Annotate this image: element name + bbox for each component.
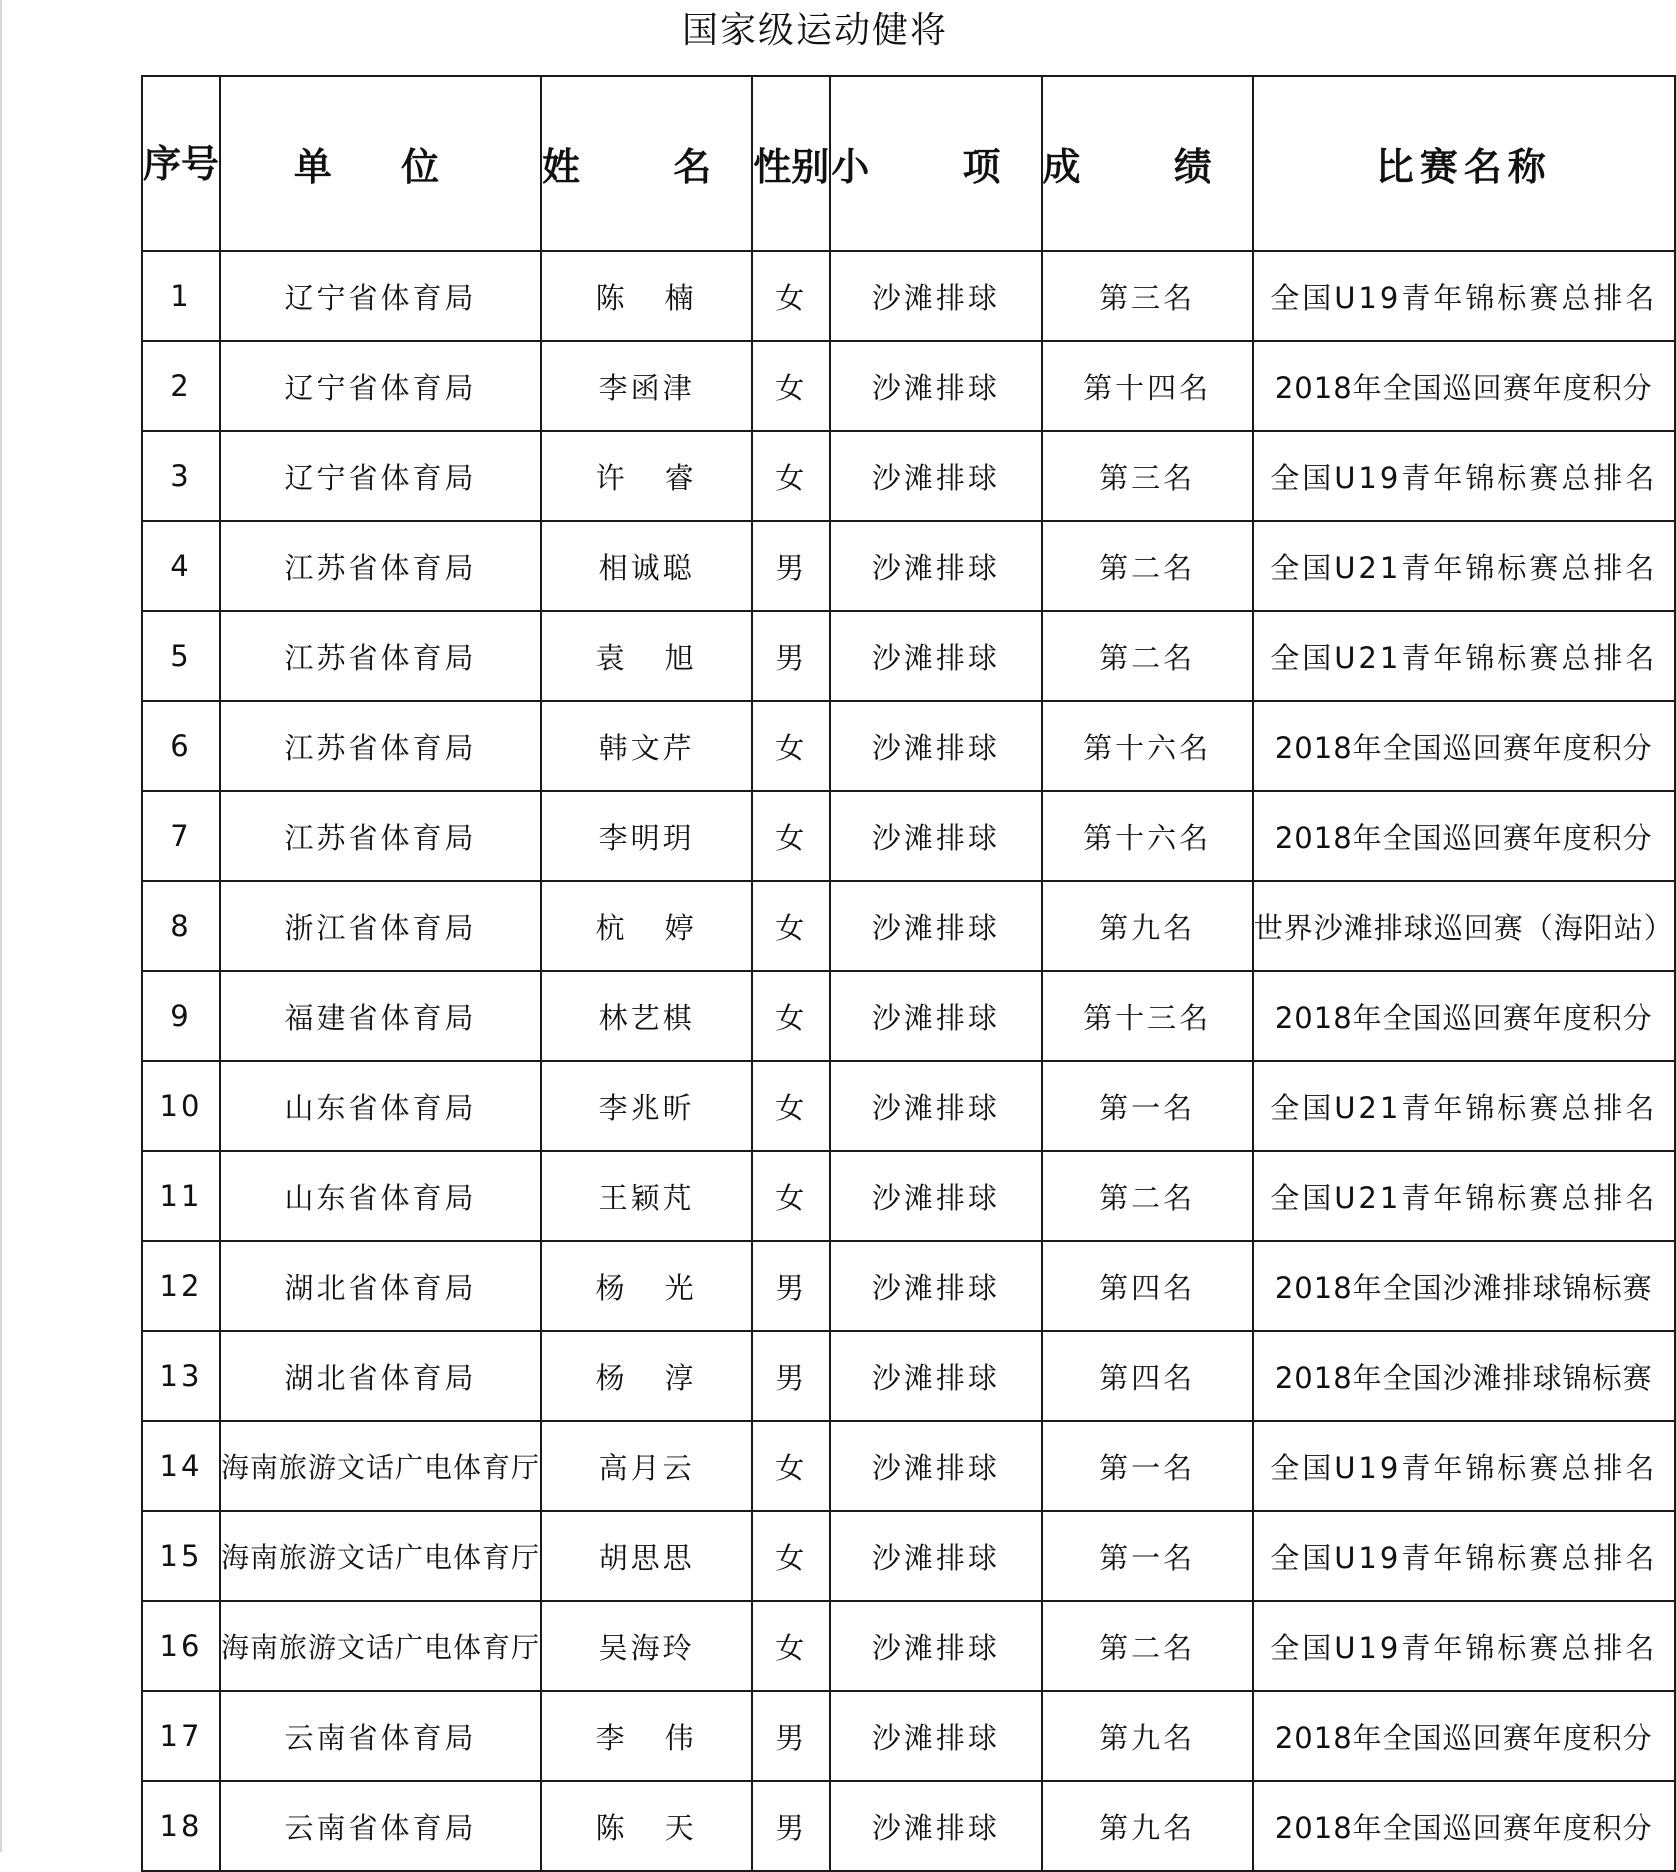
cell-result: 第二名 [1042,1601,1253,1691]
cell-event: 沙滩排球 [830,251,1041,341]
cell-event: 沙滩排球 [830,341,1041,431]
cell-unit: 江苏省体育局 [220,791,541,881]
cell-unit: 辽宁省体育局 [220,251,541,341]
cell-seq: 7 [142,791,220,881]
cell-name: 王颖芃 [541,1151,752,1241]
table-row [142,791,1675,881]
cell-unit: 湖北省体育局 [220,1331,541,1421]
cell-result: 第二名 [1042,521,1253,611]
cell-gender: 女 [752,701,830,791]
cell-seq: 4 [142,521,220,611]
table-row [142,1781,1675,1871]
table-row [142,251,1675,341]
cell-name: 许睿 [541,431,752,521]
header-name: 姓 名 [541,76,752,251]
cell-match: 全国U19青年锦标赛总排名 [1253,1511,1675,1601]
cell-seq: 11 [142,1151,220,1241]
cell-unit: 山东省体育局 [220,1151,541,1241]
cell-match: 全国U21青年锦标赛总排名 [1253,1061,1675,1151]
cell-event: 沙滩排球 [830,881,1041,971]
cell-gender: 男 [752,1691,830,1781]
cell-name: 杨淳 [541,1331,752,1421]
cell-name: 韩文芹 [541,701,752,791]
table-row [142,1691,1675,1781]
cell-gender: 女 [752,251,830,341]
cell-seq: 1 [142,251,220,341]
cell-result: 第三名 [1042,251,1253,341]
cell-gender: 女 [752,341,830,431]
cell-result: 第十六名 [1042,701,1253,791]
cell-unit: 江苏省体育局 [220,701,541,791]
cell-name: 陈天 [541,1781,752,1871]
cell-result: 第十四名 [1042,341,1253,431]
cell-unit: 湖北省体育局 [220,1241,541,1331]
cell-unit: 云南省体育局 [220,1691,541,1781]
cell-gender: 女 [752,881,830,971]
cell-seq: 16 [142,1601,220,1691]
cell-event: 沙滩排球 [830,971,1041,1061]
cell-event: 沙滩排球 [830,1511,1041,1601]
header-gender: 性别 [752,76,830,251]
cell-event: 沙滩排球 [830,1601,1041,1691]
cell-event: 沙滩排球 [830,521,1041,611]
cell-name: 李伟 [541,1691,752,1781]
cell-event: 沙滩排球 [830,1151,1041,1241]
cell-event: 沙滩排球 [830,1781,1041,1871]
cell-match: 2018年全国巡回赛年度积分 [1253,341,1675,431]
cell-result: 第一名 [1042,1421,1253,1511]
cell-name: 李函津 [541,341,752,431]
cell-result: 第三名 [1042,431,1253,521]
cell-event: 沙滩排球 [830,611,1041,701]
cell-gender: 女 [752,1061,830,1151]
cell-name: 杨光 [541,1241,752,1331]
cell-event: 沙滩排球 [830,431,1041,521]
cell-name: 陈楠 [541,251,752,341]
cell-event: 沙滩排球 [830,701,1041,791]
cell-gender: 女 [752,431,830,521]
cell-gender: 男 [752,521,830,611]
cell-result: 第二名 [1042,1151,1253,1241]
cell-seq: 9 [142,971,220,1061]
cell-result: 第二名 [1042,611,1253,701]
cell-match: 2018年全国巡回赛年度积分 [1253,1781,1675,1871]
cell-match: 全国U21青年锦标赛总排名 [1253,1151,1675,1241]
cell-match: 2018年全国巡回赛年度积分 [1253,701,1675,791]
table-body [142,251,1675,1871]
header-seq: 序号 [142,76,220,251]
cell-match: 全国U21青年锦标赛总排名 [1253,611,1675,701]
cell-unit: 海南旅游文话广电体育厅 [220,1601,541,1691]
header-result: 成 绩 [1042,76,1253,251]
cell-seq: 17 [142,1691,220,1781]
cell-gender: 女 [752,791,830,881]
table-row [142,1421,1675,1511]
cell-event: 沙滩排球 [830,1691,1041,1781]
cell-result: 第十三名 [1042,971,1253,1061]
cell-seq: 5 [142,611,220,701]
athlete-table [141,75,1676,1872]
cell-event: 沙滩排球 [830,1331,1041,1421]
table-row [142,341,1675,431]
cell-unit: 海南旅游文话广电体育厅 [220,1511,541,1601]
cell-seq: 3 [142,431,220,521]
cell-event: 沙滩排球 [830,1241,1041,1331]
cell-result: 第十六名 [1042,791,1253,881]
cell-unit: 江苏省体育局 [220,611,541,701]
header-event: 小 项 [830,76,1041,251]
cell-result: 第一名 [1042,1061,1253,1151]
table-row [142,701,1675,791]
cell-match: 2018年全国巡回赛年度积分 [1253,791,1675,881]
page-left-edge [0,0,2,1852]
cell-result: 第九名 [1042,1781,1253,1871]
cell-seq: 12 [142,1241,220,1331]
table-row [142,881,1675,971]
cell-name: 李明玥 [541,791,752,881]
cell-event: 沙滩排球 [830,1061,1041,1151]
cell-unit: 江苏省体育局 [220,521,541,611]
cell-match: 2018年全国巡回赛年度积分 [1253,1691,1675,1781]
cell-match: 2018年全国巡回赛年度积分 [1253,971,1675,1061]
table-row [142,611,1675,701]
cell-match: 全国U19青年锦标赛总排名 [1253,431,1675,521]
cell-seq: 10 [142,1061,220,1151]
cell-match: 全国U21青年锦标赛总排名 [1253,521,1675,611]
table-row [142,1241,1675,1331]
cell-gender: 男 [752,1331,830,1421]
cell-result: 第一名 [1042,1511,1253,1601]
cell-name: 林艺棋 [541,971,752,1061]
cell-unit: 辽宁省体育局 [220,431,541,521]
cell-name: 吴海玲 [541,1601,752,1691]
cell-match: 全国U19青年锦标赛总排名 [1253,1421,1675,1511]
cell-name: 高月云 [541,1421,752,1511]
cell-match: 世界沙滩排球巡回赛（海阳站） [1253,881,1675,971]
cell-result: 第四名 [1042,1241,1253,1331]
table-row [142,1511,1675,1601]
table-header-row [142,76,1675,251]
cell-gender: 男 [752,611,830,701]
cell-seq: 13 [142,1331,220,1421]
cell-event: 沙滩排球 [830,1421,1041,1511]
cell-seq: 6 [142,701,220,791]
cell-gender: 女 [752,1151,830,1241]
table-row [142,1331,1675,1421]
header-unit: 单 位 [220,76,541,251]
cell-gender: 女 [752,1511,830,1601]
cell-unit: 山东省体育局 [220,1061,541,1151]
cell-gender: 女 [752,1421,830,1511]
cell-name: 胡思思 [541,1511,752,1601]
header-match: 比赛名称 [1253,76,1675,251]
cell-unit: 海南旅游文话广电体育厅 [220,1421,541,1511]
cell-result: 第四名 [1042,1331,1253,1421]
cell-unit: 云南省体育局 [220,1781,541,1871]
table-row [142,1601,1675,1691]
cell-unit: 辽宁省体育局 [220,341,541,431]
cell-seq: 2 [142,341,220,431]
cell-name: 相诚聪 [541,521,752,611]
table-row [142,1061,1675,1151]
cell-seq: 14 [142,1421,220,1511]
cell-name: 袁旭 [541,611,752,701]
cell-gender: 女 [752,971,830,1061]
table-row [142,431,1675,521]
cell-unit: 福建省体育局 [220,971,541,1061]
cell-match: 全国U19青年锦标赛总排名 [1253,251,1675,341]
cell-seq: 15 [142,1511,220,1601]
cell-match: 2018年全国沙滩排球锦标赛 [1253,1241,1675,1331]
table-row [142,521,1675,611]
cell-match: 2018年全国沙滩排球锦标赛 [1253,1331,1675,1421]
document-title: 国家级运动健将 [681,10,948,51]
cell-event: 沙滩排球 [830,791,1041,881]
cell-result: 第九名 [1042,881,1253,971]
cell-seq: 8 [142,881,220,971]
cell-unit: 浙江省体育局 [220,881,541,971]
cell-name: 李兆昕 [541,1061,752,1151]
cell-result: 第九名 [1042,1691,1253,1781]
cell-gender: 女 [752,1601,830,1691]
cell-name: 杭婷 [541,881,752,971]
cell-seq: 18 [142,1781,220,1871]
table-row [142,971,1675,1061]
table-row [142,1151,1675,1241]
cell-gender: 男 [752,1781,830,1871]
cell-gender: 男 [752,1241,830,1331]
cell-match: 全国U19青年锦标赛总排名 [1253,1601,1675,1691]
